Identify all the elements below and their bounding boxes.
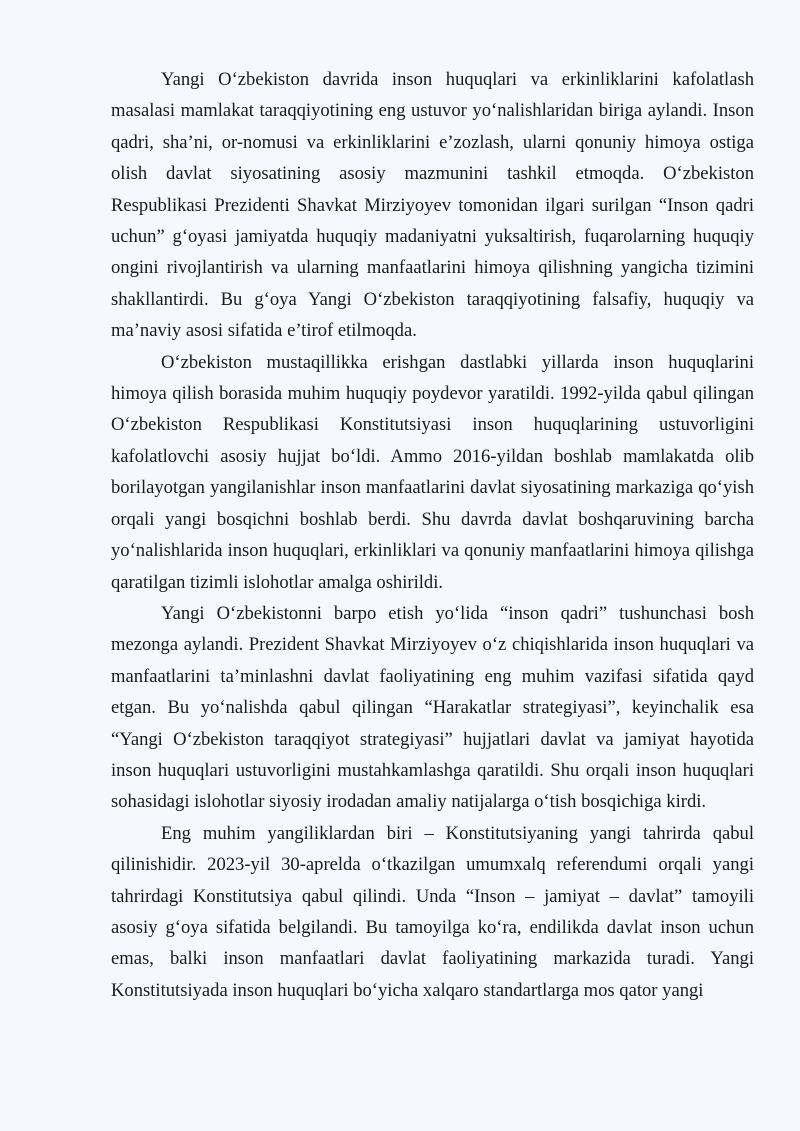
- paragraph-3: Yangi O‘zbekistonni barpo etish yo‘lida “inson qadri” tushunchasi bosh mezonga aylandi. Prezident Shavkat Mirziyoyev o‘z chiqishlarida inson huquqlari va manfaatlarini ta’minlashni davlat faoliyatining eng muhim vazifasi sifatida qayd etgan. Bu yo‘nalishda qabul qilingan “Harakatlar strategiyasi”, keyinchalik esa “Yangi O‘zbekiston taraqqiyot strategiyasi” hujjatlari davlat va jamiyat hayotida inson huquqlari ustuvorligini mustahkamlashga qaratildi. Shu orqali inson huquqlari sohasidagi islohotlar siyosiy irodadan amaliy natijalarga o‘tish bosqichiga kirdi.: [111, 602, 754, 813]
- paragraph-2: O‘zbekiston mustaqillikka erishgan dastlabki yillarda inson huquqlarini himoya qilish borasida muhim huquqiy poydevor yaratildi. 1992-yilda qabul qilingan O‘zbekiston Respublikasi Konstitutsiyasi inson huquqlarining ustuvorligini kafolatlovchi asosiy hujjat bo‘ldi. Ammo 2016-yildan boshlab mamlakatda olib borilayotgan yangilanishlar inson manfaatlarini davlat siyosatining markaziga qo‘yish orqali yangi bosqichni boshlab berdi. Shu davrda davlat boshqaruvining barcha yo‘nalishlarida inson huquqlari, erkinliklari va qonuniy manfaatlarini himoya qilishga qaratilgan tizimli islohotlar amalga oshirildi.: [111, 351, 754, 593]
- paragraph-4: Eng muhim yangiliklardan biri – Konstitutsiyaning yangi tahrirda qabul qilinishidir. 2023-yil 30-aprelda o‘tkazilgan umumxalq referendumi orqali yangi tahrirdagi Konstitutsiya qabul qilindi. Unda “Inson – jamiyat – davlat” tamoyili asosiy g‘oya sifatida belgilandi. Bu tamoyilga ko‘ra, endilikda davlat inson uchun emas, balki inson manfaatlari davlat faoliyatining markazida turadi. Yangi Konstitutsiyada inson huquqlari bo‘yicha xalqaro standartlarga mos qator yangi: [111, 822, 754, 1001]
- document-body: [111, 64, 754, 1006]
- paragraph-1: Yangi O‘zbekiston davrida inson huquqlari va erkinliklarini kafolatlash masalasi mamlakat taraqqiyotining eng ustuvor yo‘nalishlaridan biriga aylandi. Inson qadri, sha’ni, or-nomusi va erkinliklarini e’zozlash, ularni qonuniy himoya ostiga olish davlat siyosatining asosiy mazmunini tashkil etmoqda. O‘zbekiston Respublikasi Prezidenti Shavkat Mirziyoyev tomonidan ilgari surilgan “Inson qadri uchun” g‘oyasi jamiyatda huquqiy madaniyatni yuksaltirish, fuqarolarning huquqiy ongini rivojlantirish va ularning manfaatlarini himoya qilishning yangicha tizimini shakllantirdi. Bu g‘oya Yangi O‘zbekiston taraqqiyotining falsafiy, huquqiy va ma’naviy asosi sifatida e’tirof etilmoqda.: [111, 69, 754, 342]
